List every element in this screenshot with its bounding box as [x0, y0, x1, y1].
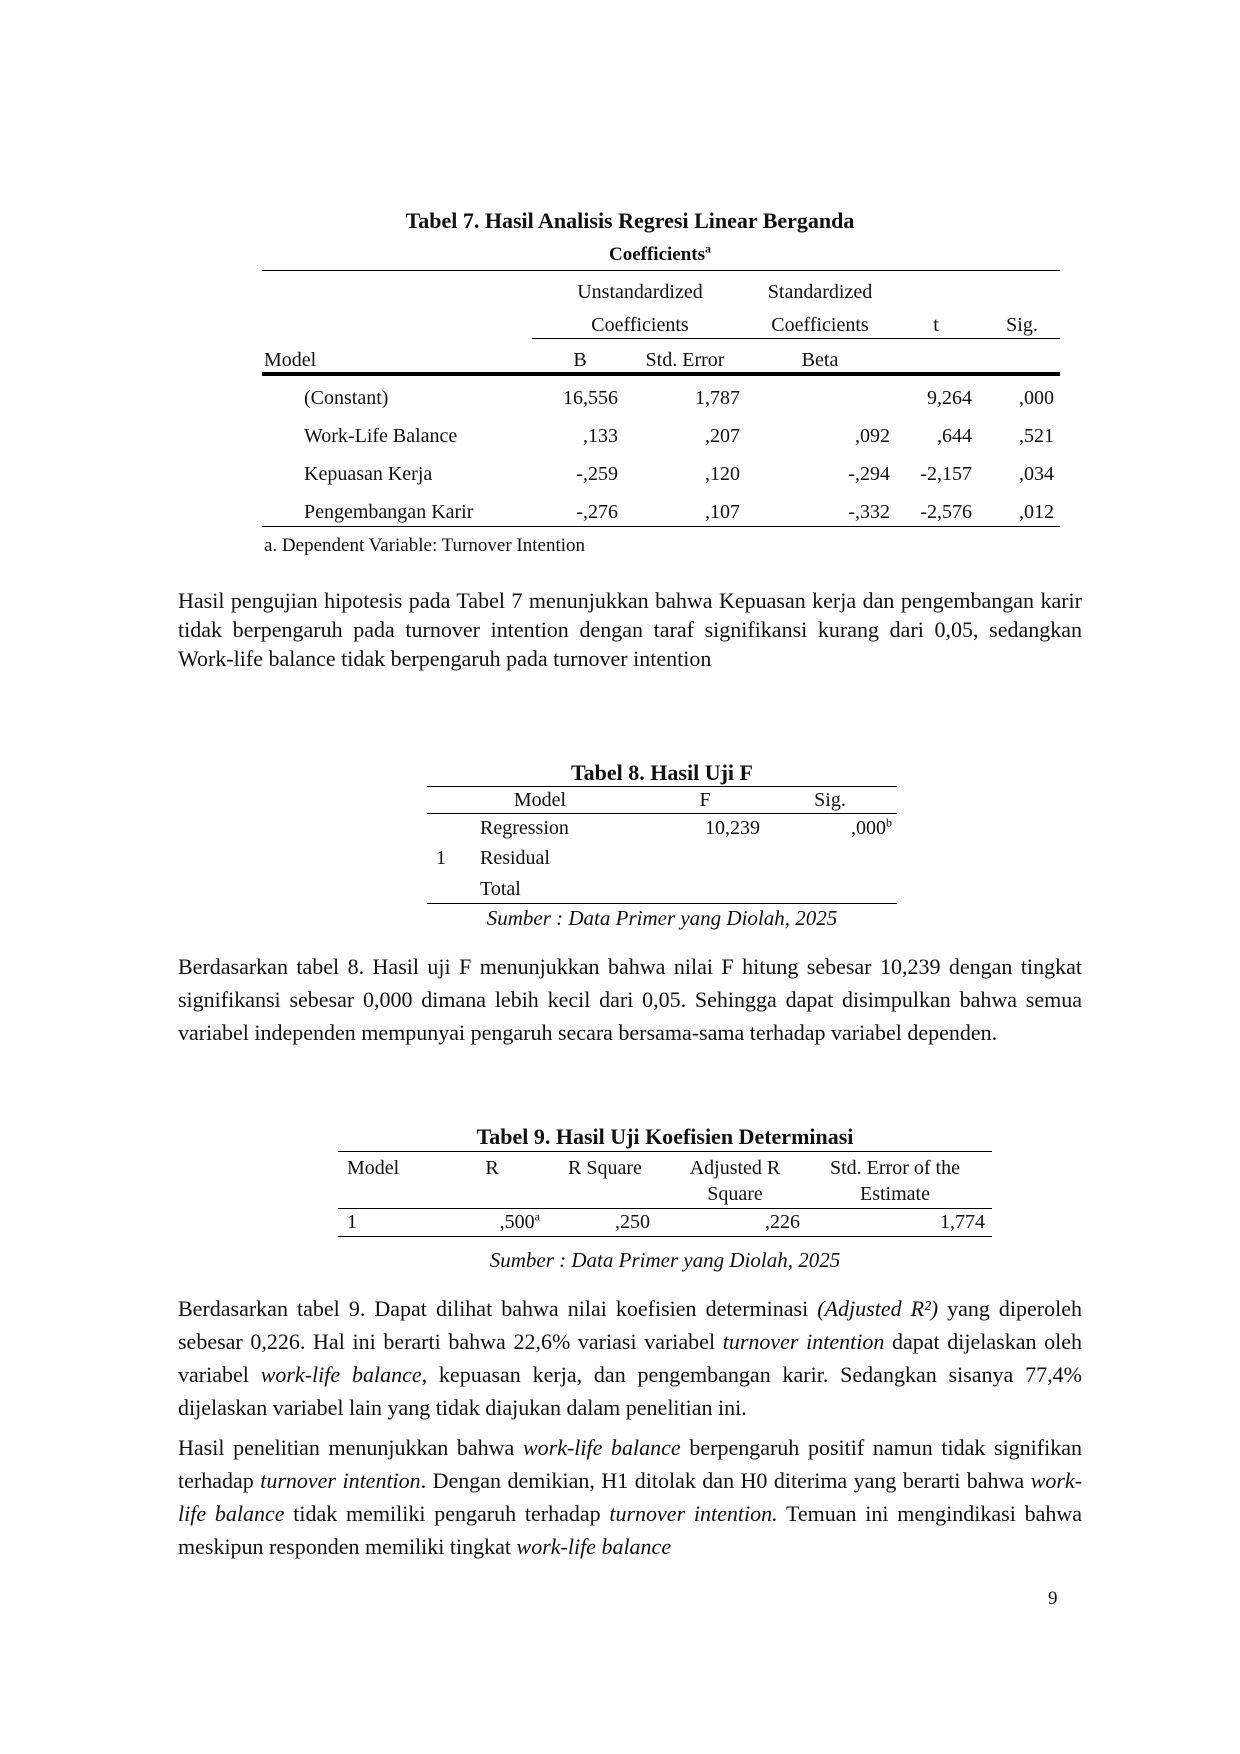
tabel8-sig-value — [790, 816, 892, 840]
paragraph-4-text-1: Hasil penelitian menunjukkan bahwa — [178, 1435, 523, 1460]
tabel7-note: a. Dependent Variable: Turnover Intention — [264, 535, 585, 556]
paragraph-3-text-2: yang diperoleh sebesar 0,226. Hal ini berarti bahwa 22,6% variasi variabel — [178, 1296, 1082, 1354]
tabel7-row-t: -2,576 — [920, 501, 972, 523]
tabel7-row-b: ,133 — [583, 425, 618, 447]
tabel8-row-residual: Residual — [480, 847, 550, 869]
tabel9-row-model: 1 — [347, 1211, 357, 1233]
tabel9-head-r: R — [485, 1157, 499, 1179]
paragraph-3-italic-3: work-life balance, — [260, 1362, 428, 1387]
paragraph-3-text-1: Berdasarkan tabel 9. Dapat dilihat bahwa nilai koefisien determinasi — [178, 1296, 818, 1321]
tabel9-row-r-text: ,500 — [499, 1211, 535, 1233]
paragraph-3-italic-2: turnover intention — [722, 1329, 885, 1354]
tabel7-head-sig: Sig. — [1006, 314, 1038, 336]
tabel7-subtitle — [560, 241, 760, 266]
tabel7-row-name: Pengembangan Karir — [304, 501, 474, 523]
tabel8-model-num: 1 — [436, 847, 446, 869]
tabel8-head-f: F — [699, 789, 711, 811]
tabel7-row-name: Kepuasan Kerja — [304, 463, 433, 485]
tabel7-caption: Tabel 7. Hasil Analisis Regresi Linear Berganda — [405, 208, 855, 233]
tabel7-row-sig: ,521 — [1019, 425, 1054, 447]
tabel8-bottom-rule — [427, 903, 897, 904]
tabel7-head-std-2: Coefficients — [771, 314, 869, 336]
tabel8-sig-sup: b — [886, 815, 892, 830]
tabel7-row-name: (Constant) — [304, 387, 389, 409]
page-number: 9 — [1048, 1588, 1058, 1609]
tabel7-row-sig: ,000 — [1019, 387, 1054, 409]
tabel7-row-beta: ,092 — [855, 425, 890, 447]
tabel9-row-adj: ,226 — [765, 1211, 800, 1233]
tabel9-row-r — [440, 1210, 540, 1234]
tabel7-row-t: ,644 — [937, 425, 972, 447]
tabel9-row-se: 1,774 — [940, 1211, 985, 1233]
tabel9-head-se-2: Estimate — [860, 1183, 930, 1205]
paragraph-1: Hasil pengujian hipotesis pada Tabel 7 menunjukkan bahwa Kepuasan kerja dan pengembangan karir tidak berpengaruh pada turnover intention dengan taraf signifikansi kurang dari 0,05, sedangkan Work-life balance tidak berpengaruh pada turnover intention — [178, 588, 1082, 671]
tabel7-subtitle-text: Coefficients — [608, 244, 706, 265]
tabel8-head-sig: Sig. — [814, 789, 846, 811]
tabel7-head-thick-rule — [262, 372, 1060, 376]
tabel8-sig-value-text: ,000 — [851, 817, 886, 839]
paragraph-4-italic-5: work-life balance — [516, 1534, 672, 1559]
tabel9-head-rsq: R Square — [568, 1157, 642, 1179]
tabel9-caption: Tabel 9. Hasil Uji Koefisien Determinasi — [476, 1124, 854, 1149]
tabel9-row-rsq: ,250 — [615, 1211, 650, 1233]
paragraph-3-text-4: kepuasan kerja, dan pengembangan karir. Sedangkan sisanya 77,4% dijelaskan variabel lain yang tidak diajukan dalam penelitian ini. — [178, 1362, 1082, 1420]
paragraph-4-text-5: Temuan ini mengindikasi bahwa meskipun responden memiliki tingkat — [178, 1501, 1082, 1559]
tabel7-subtitle-sup: a — [705, 241, 712, 256]
tabel7-head-t: t — [933, 314, 939, 336]
tabel9-head-adj-2: Square — [707, 1183, 763, 1205]
tabel8-top-rule — [427, 786, 897, 787]
paragraph-4-italic-3: work-life balance — [178, 1468, 1083, 1526]
tabel7-row-se: ,120 — [705, 463, 740, 485]
tabel7-head-se: Std. Error — [645, 349, 725, 371]
paragraph-4-italic-4: turnover intention. — [609, 1501, 778, 1526]
tabel8-row-total: Total — [480, 878, 521, 900]
tabel8-head-rule — [427, 813, 897, 814]
tabel7-head-unstd-2: Coefficients — [591, 314, 689, 336]
paragraph-4-italic-2: turnover intention — [260, 1468, 421, 1493]
tabel7-row-beta: -,294 — [848, 463, 890, 485]
tabel7-head-std-1: Standardized — [767, 281, 873, 303]
paragraph-2: Berdasarkan tabel 8. Hasil uji F menunjukkan bahwa nilai F hitung sebesar 10,239 dengan tingkat signifikansi sebesar 0,000 dimana lebih kecil dari 0,05. Sehingga dapat disimpulkan bahwa semua variabel independen mempunyai pengaruh secara bersama-sama terhadap variabel dependen. — [178, 954, 1082, 1045]
tabel9-top-rule — [338, 1151, 992, 1152]
tabel8-f-value: 10,239 — [705, 817, 760, 839]
tabel9-source: Sumber : Data Primer yang Diolah, 2025 — [489, 1248, 841, 1272]
tabel9-bottom-rule — [338, 1236, 992, 1237]
tabel7-row-beta: -,332 — [848, 501, 890, 523]
tabel9-head-adj-1: Adjusted R — [689, 1157, 781, 1179]
tabel7-row-b: 16,556 — [563, 387, 618, 409]
tabel8-caption: Tabel 8. Hasil Uji F — [571, 760, 753, 785]
tabel7-head-unstd-1: Unstandardized — [577, 281, 703, 303]
paragraph-4-text-2: berpengaruh positif namun tidak signifikan terhadap — [178, 1435, 1082, 1493]
tabel7-bottom-rule — [262, 526, 1060, 527]
paragraph-4-text-4: tidak memiliki pengaruh terhadap — [284, 1501, 610, 1526]
paragraph-4-italic-1: work-life balance — [522, 1435, 681, 1460]
tabel7-group-rule — [532, 338, 1060, 339]
tabel7-row-t: 9,264 — [927, 387, 972, 409]
tabel7-head-b: B — [573, 349, 587, 371]
paragraph-4 — [178, 1431, 1082, 1563]
tabel7-top-rule — [262, 270, 1060, 271]
tabel9-head-model: Model — [347, 1157, 400, 1179]
paragraph-3 — [178, 1292, 1082, 1424]
tabel8-source: Sumber : Data Primer yang Diolah, 2025 — [486, 906, 838, 930]
tabel8-head-model: Model — [513, 789, 567, 811]
tabel9-head-se-1: Std. Error of the — [830, 1157, 960, 1179]
tabel9-row-r-sup: a — [534, 1209, 540, 1224]
tabel7-row-b: -,276 — [576, 501, 618, 523]
paragraph-3-italic-1: (Adjusted R²) — [817, 1296, 939, 1321]
tabel7-row-b: -,259 — [576, 463, 618, 485]
tabel7-row-t: -2,157 — [920, 463, 972, 485]
tabel7-row-se: ,207 — [705, 425, 740, 447]
tabel7-row-se: ,107 — [705, 501, 740, 523]
paragraph-3-text-3: dapat dijelaskan oleh variabel — [178, 1329, 1082, 1387]
tabel7-row-se: 1,787 — [695, 387, 740, 409]
tabel7-head-model: Model — [264, 349, 317, 371]
tabel7-row-name: Work-Life Balance — [304, 425, 458, 447]
tabel7-head-beta: Beta — [801, 349, 839, 371]
tabel9-head-rule — [338, 1208, 992, 1209]
tabel7-row-sig: ,034 — [1019, 463, 1054, 485]
tabel7-row-sig: ,012 — [1019, 501, 1054, 523]
tabel8-row-regression: Regression — [480, 817, 569, 839]
paragraph-4-text-3: . Dengan demikian, H1 ditolak dan H0 diterima yang berarti bahwa — [420, 1468, 1031, 1493]
